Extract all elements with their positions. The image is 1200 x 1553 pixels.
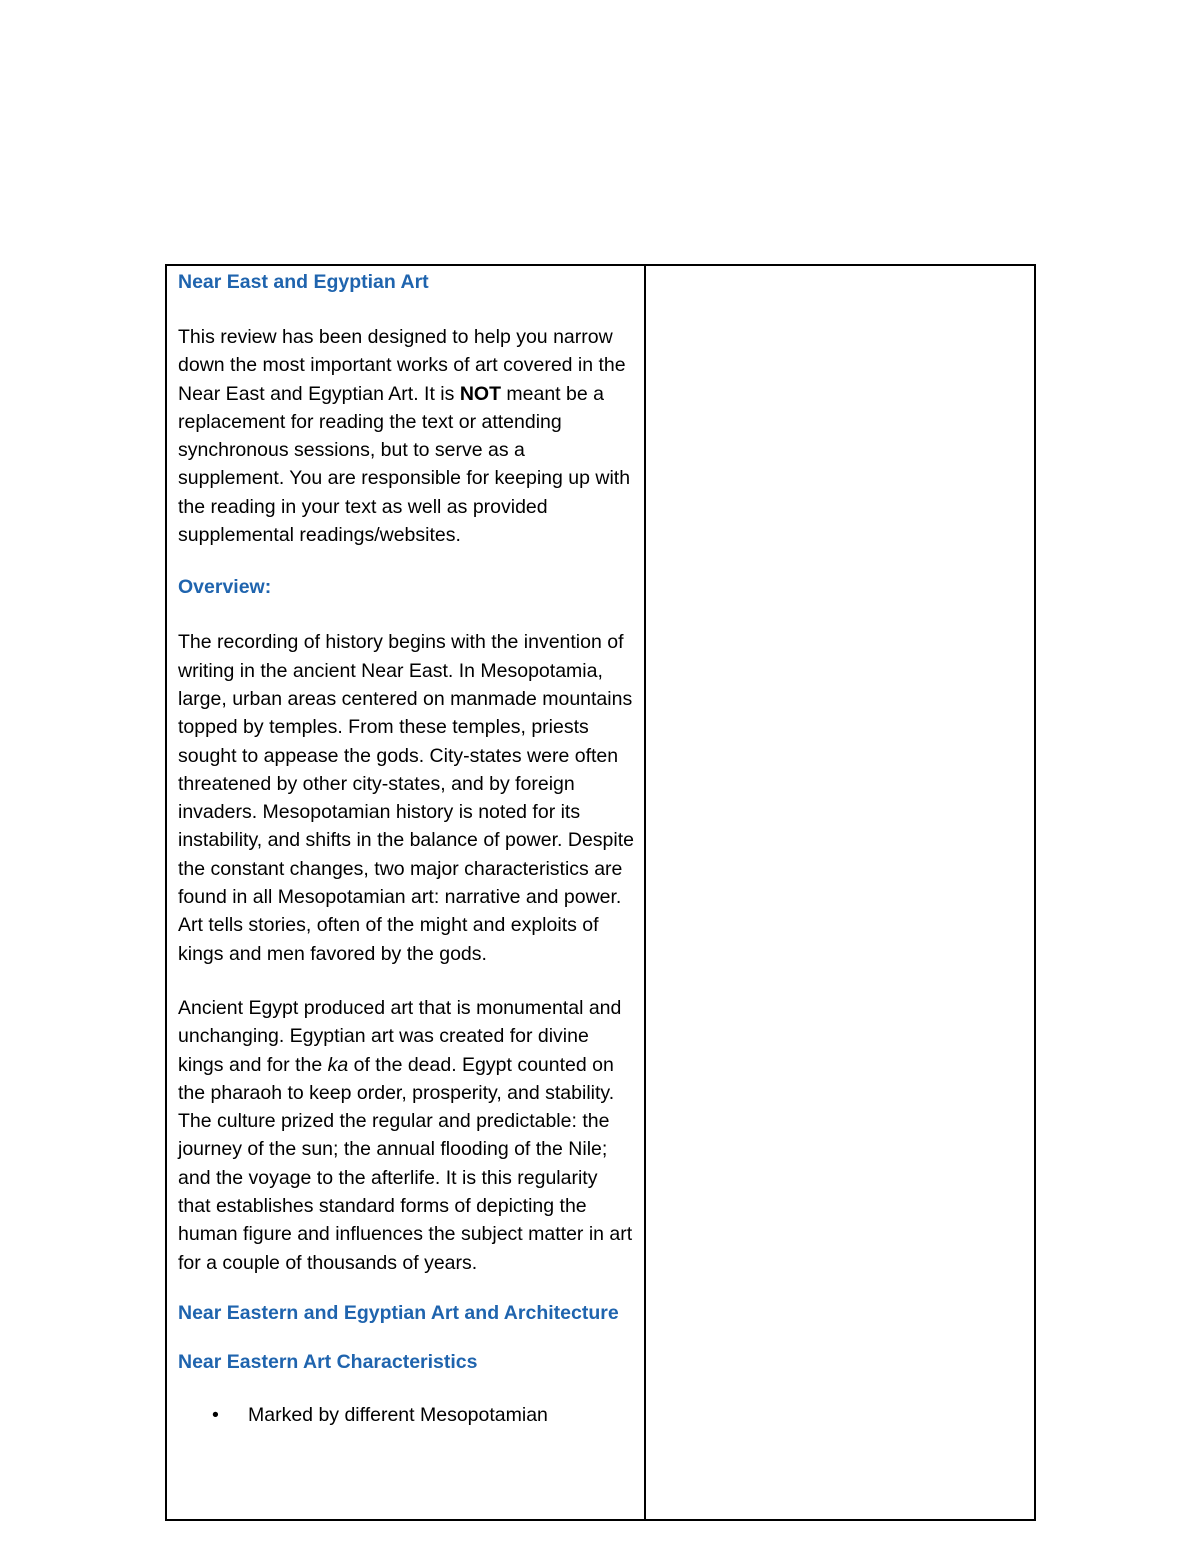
section-heading: Near Eastern and Egyptian Art and Architecture (178, 1301, 619, 1324)
intro-bold-not: NOT (459, 382, 501, 405)
egypt-text-end: of the dead. Egypt counted on the pharaoh to keep order, prosperity, and stability. The culture prized the regular and predictable: the journey of the sun; the annual flooding of the Nile; and the voyage to the afterlife. It is this regularity that establishes standard forms of depicting the human figure and influences the subject matter in art for a couple of thousands of years. (178, 1053, 633, 1274)
list-item-text: Marked by different Mesopotamian (248, 1403, 548, 1426)
list-item (178, 1401, 634, 1429)
intro-text-end: meant be a replacement for reading the text or attending synchronous sessions, but to serve as a supplement. You are responsible for keeping up with the reading in your text as well as provided supplemental readings/websites. (178, 382, 631, 547)
bullet-icon: • (212, 1403, 219, 1426)
intro-paragraph (178, 323, 634, 549)
document-title: Near East and Egyptian Art (178, 271, 429, 293)
subsection-heading: Near Eastern Art Characteristics (178, 1350, 478, 1373)
table-cell-left (167, 266, 646, 1519)
egypt-italic-ka: ka (327, 1053, 349, 1076)
overview-paragraph-egypt (178, 994, 634, 1277)
document-table (165, 264, 1036, 1521)
egypt-text-start: Ancient Egypt produced art that is monumental and unchanging. Egyptian art was created for divine kings and for the (178, 996, 622, 1076)
table-cell-right (646, 266, 1034, 1519)
characteristics-list (178, 1401, 634, 1429)
overview-paragraph-near-east: The recording of history begins with the invention of writing in the ancient Near East. In Mesopotamia, large, urban areas centered on manmade mountains topped by temples. From these temples, priests sought to appease the gods. City-states were often threatened by other city-states, and by foreign invaders. Mesopotamian history is noted for its instability, and shifts in the balance of power. Despite the constant changes, two major characteristics are found in all Mesopotamian art: narrative and power. Art tells stories, often of the might and exploits of kings and men favored by the gods. (178, 631, 634, 965)
intro-text-start: This review has been designed to help you narrow down the most important works of art covered in the Near East and Egyptian Art. It is (178, 326, 626, 405)
overview-heading: Overview: (178, 576, 272, 599)
